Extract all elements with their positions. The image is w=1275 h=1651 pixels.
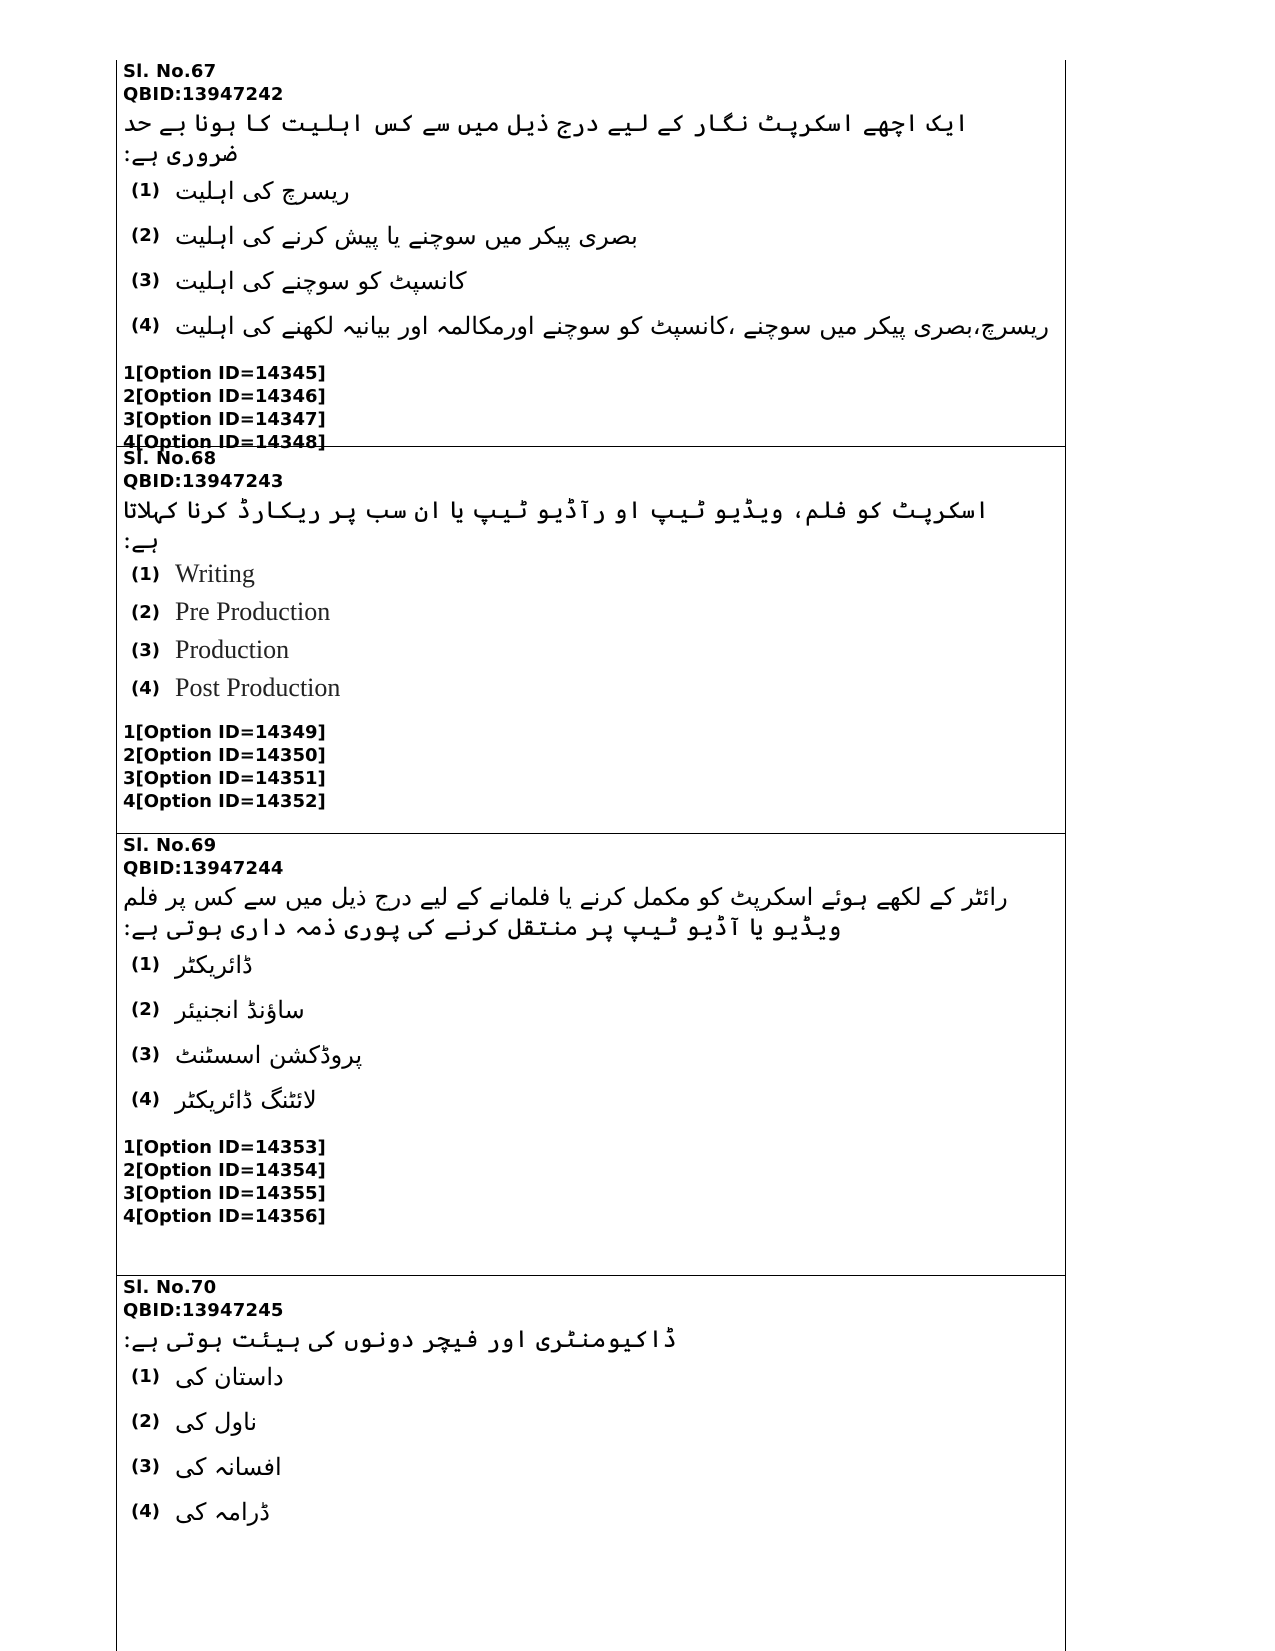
- qbid: QBID:13947244: [123, 858, 284, 879]
- question-text: رائٹر کے لکھے ہوئے اسکرپٹ کو مکمل کرنے یا فلمانے کے لیے درج ذیل میں سے کس پر فلم ویڈیو یا آڈیو ٹیپ پر منتقل کرنے کی پوری ذمہ داری ہوتی ہے:: [123, 883, 1008, 941]
- option-2: (2) ناول کی: [131, 1407, 258, 1436]
- option-3: (3) Production: [131, 635, 290, 664]
- option-id-2: 2[Option ID=14354]: [123, 1160, 326, 1181]
- serial-number: Sl. No.67: [123, 61, 217, 82]
- option-id-3: 3[Option ID=14351]: [123, 768, 326, 789]
- option-2: (2) بصری پیکر میں سوچنے یا پیش کرنے کی اہلیت: [131, 221, 638, 250]
- question-block-70: [117, 1275, 1065, 1534]
- question-text: ڈاکیومنٹری اور فیچر دونوں کی ہیئت ہوتی ہے:: [123, 1325, 677, 1353]
- option-ids: [123, 721, 1065, 813]
- question-block-68: [117, 446, 1065, 813]
- option-4: (4) ریسرچ،بصری پیکر میں سوچنے ،کانسپٹ کو سوچنے اورمکالمہ اور بیانیہ لکھنے کی اہلیت: [131, 311, 1049, 340]
- option-id-2: 2[Option ID=14350]: [123, 745, 326, 766]
- option-1: (1) ڈائریکٹر: [131, 950, 253, 979]
- option-id-4: 4[Option ID=14356]: [123, 1206, 326, 1227]
- question-text: ایک اچھے اسکرپٹ نگار کے لیے درج ذیل میں سے کس اہلیت کا ہونا بے حد ضروری ہے:: [123, 109, 969, 167]
- option-id-3: 3[Option ID=14355]: [123, 1183, 326, 1204]
- option-ids: [123, 1136, 1065, 1228]
- qbid: QBID:13947242: [123, 84, 284, 105]
- option-id-2: 2[Option ID=14346]: [123, 386, 326, 407]
- option-id-1: 1[Option ID=14353]: [123, 1137, 326, 1158]
- option-3: (3) پروڈکشن اسسٹنٹ: [131, 1040, 363, 1069]
- option-3: (3) کانسپٹ کو سوچنے کی اہلیت: [131, 266, 467, 295]
- question-table: [116, 60, 1066, 1651]
- option-2: (2) Pre Production: [131, 597, 331, 626]
- option-2: (2) ساؤنڈ انجنیئر: [131, 995, 305, 1024]
- option-id-4: 4[Option ID=14352]: [123, 791, 326, 812]
- serial-number: Sl. No.70: [123, 1277, 217, 1298]
- question-block-67: [117, 60, 1065, 454]
- option-id-1: 1[Option ID=14349]: [123, 722, 326, 743]
- option-1: (1) Writing: [131, 559, 255, 588]
- qbid: QBID:13947245: [123, 1300, 284, 1321]
- serial-number: Sl. No.68: [123, 448, 217, 469]
- serial-number: Sl. No.69: [123, 835, 217, 856]
- option-4: (4) لائٹنگ ڈائریکٹر: [131, 1085, 317, 1114]
- option-id-1: 1[Option ID=14345]: [123, 363, 326, 384]
- option-1: (1) ریسرچ کی اہلیت: [131, 176, 350, 205]
- option-4: (4) ڈرامہ کی: [131, 1497, 270, 1526]
- question-block-69: [117, 833, 1065, 1228]
- qbid: QBID:13947243: [123, 471, 284, 492]
- option-id-3: 3[Option ID=14347]: [123, 409, 326, 430]
- option-id-4: 4[Option ID=14348]: [123, 432, 326, 453]
- option-ids: [123, 362, 1065, 454]
- question-text: اسکرپٹ کو فلم، ویڈیو ٹیپ او رآڈیو ٹیپ یا ان سب پر ریکارڈ کرنا کہلاتا ہے:: [123, 496, 990, 554]
- option-1: (1) داستان کی: [131, 1362, 284, 1391]
- option-3: (3) افسانہ کی: [131, 1452, 282, 1481]
- option-4: (4) Post Production: [131, 673, 341, 702]
